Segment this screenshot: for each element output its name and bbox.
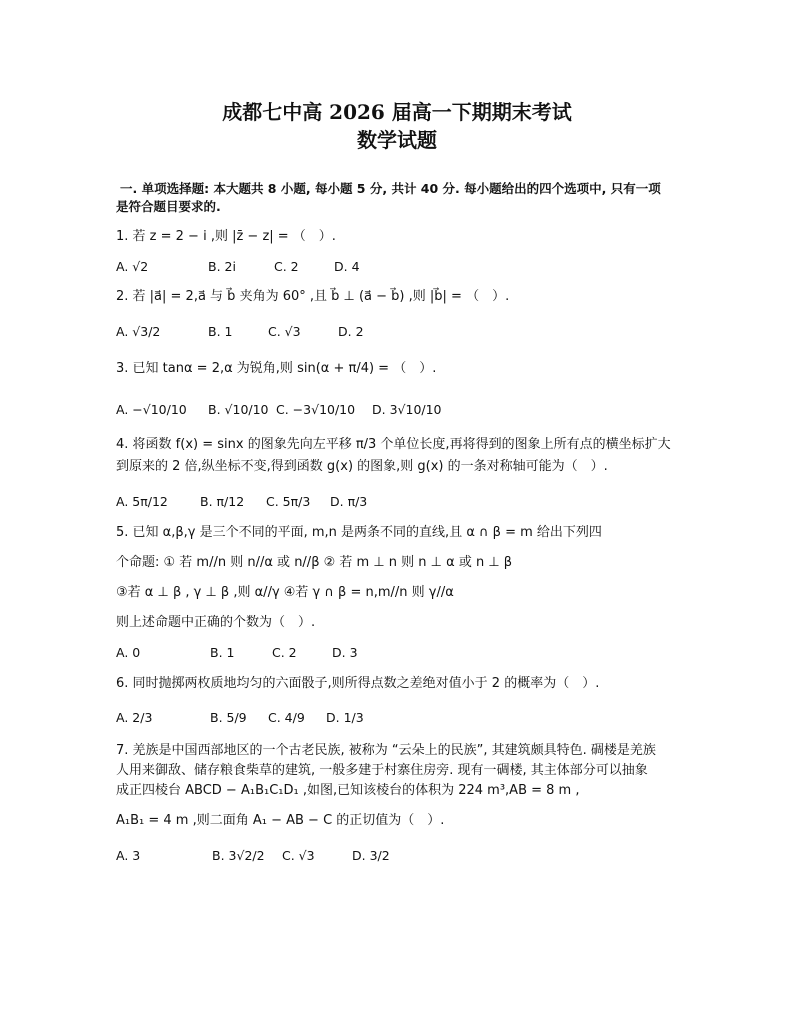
q6-option-d: D. 1/3 xyxy=(326,710,364,725)
exam-title: 成都七中高 2026 届高一下期期末考试 xyxy=(222,100,572,124)
q4-option-d: D. π/3 xyxy=(330,494,368,509)
question-7-stem-line1: 7. 羌族是中国西部地区的一个古老民族, 被称为 “云朵上的民族”, 其建筑颇具特色. 碉楼是羌族 xyxy=(116,743,656,758)
question-7-stem-line3: 成正四棱台 ABCD − A₁B₁C₁D₁ ,如图,已知该棱台的体积为 224 m³,AB = 8 m , xyxy=(116,783,580,798)
exam-subtitle: 数学试题 xyxy=(357,128,437,152)
q5-option-c: C. 2 xyxy=(272,645,297,660)
question-5-stem-line2: 个命题: ① 若 m//n 则 n//α 或 n//β ② 若 m ⊥ n 则 n ⊥ α 或 n ⊥ β xyxy=(116,555,513,570)
question-4-stem-line1: 4. 将函数 f(x) = sinx 的图象先向左平移 π/3 个单位长度,再将得到的图象上所有点的横坐标扩大 xyxy=(116,437,671,452)
q5-option-d: D. 3 xyxy=(332,645,358,660)
q2-option-d: D. 2 xyxy=(338,324,364,339)
q3-option-c: C. −3√10/10 xyxy=(276,402,356,417)
question-5-stem-line3: ③若 α ⊥ β , γ ⊥ β ,则 α//γ ④若 γ ∩ β = n,m//n 则 γ//α xyxy=(116,585,454,600)
q3-option-d: D. 3√10/10 xyxy=(372,402,442,417)
q4-option-a: A. 5π/12 xyxy=(116,494,168,509)
question-4-stem-line2: 到原来的 2 倍,纵坐标不变,得到函数 g(x) 的图象,则 g(x) 的一条对称轴可能为（ ）. xyxy=(116,459,608,474)
section-instruction-line2: 是符合题目要求的. xyxy=(116,199,221,214)
q7-option-a: A. 3 xyxy=(116,848,141,863)
q2-option-b: B. 1 xyxy=(208,324,233,339)
q6-option-a: A. 2/3 xyxy=(116,710,153,725)
question-1-stem: 1. 若 z = 2 − i ,则 |z̄ − z| = （ ）. xyxy=(116,229,336,244)
question-3-stem: 3. 已知 tanα = 2,α 为锐角,则 sin(α + π/4) = （ ）. xyxy=(116,361,437,376)
q1-option-d: D. 4 xyxy=(334,259,360,274)
section-instruction-line1: 一. 单项选择题: 本大题共 8 小题, 每小题 5 分, 共计 40 分. 每小题给出的四个选项中, 只有一项 xyxy=(120,181,661,196)
q4-option-b: B. π/12 xyxy=(200,494,245,509)
q2-option-c: C. √3 xyxy=(268,324,301,339)
q1-option-b: B. 2i xyxy=(208,259,236,274)
q6-option-b: B. 5/9 xyxy=(210,710,247,725)
q5-option-b: B. 1 xyxy=(210,645,235,660)
q6-option-c: C. 4/9 xyxy=(268,710,305,725)
q4-option-c: C. 5π/3 xyxy=(266,494,311,509)
question-7-stem-line4: A₁B₁ = 4 m ,则二面角 A₁ − AB − C 的正切值为（ ）. xyxy=(116,813,445,828)
question-5-stem-line1: 5. 已知 α,β,γ 是三个不同的平面, m,n 是两条不同的直线,且 α ∩ β = m 给出下列四 xyxy=(116,525,602,540)
q1-option-c: C. 2 xyxy=(274,259,299,274)
q7-option-d: D. 3/2 xyxy=(352,848,390,863)
q3-option-b: B. √10/10 xyxy=(208,402,269,417)
q3-option-a: A. −√10/10 xyxy=(116,402,187,417)
q7-option-c: C. √3 xyxy=(282,848,315,863)
q1-option-a: A. √2 xyxy=(116,259,149,274)
q7-option-b: B. 3√2/2 xyxy=(212,848,265,863)
question-2-stem: 2. 若 |a⃗| = 2,a⃗ 与 b⃗ 夹角为 60° ,且 b⃗ ⊥ (a⃗ − b⃗) ,则 |b⃗| = （ ）. xyxy=(116,289,510,304)
q2-option-a: A. √3/2 xyxy=(116,324,161,339)
question-7-stem-line2: 人用来御敌、储存粮食柴草的建筑, 一般多建于村寨住房旁. 现有一碉楼, 其主体部分可以抽象 xyxy=(116,763,648,778)
q5-option-a: A. 0 xyxy=(116,645,141,660)
question-6-stem: 6. 同时抛掷两枚质地均匀的六面骰子,则所得点数之差绝对值小于 2 的概率为（ ）. xyxy=(116,676,600,691)
question-5-stem-line4: 则上述命题中正确的个数为（ ）. xyxy=(116,615,316,630)
